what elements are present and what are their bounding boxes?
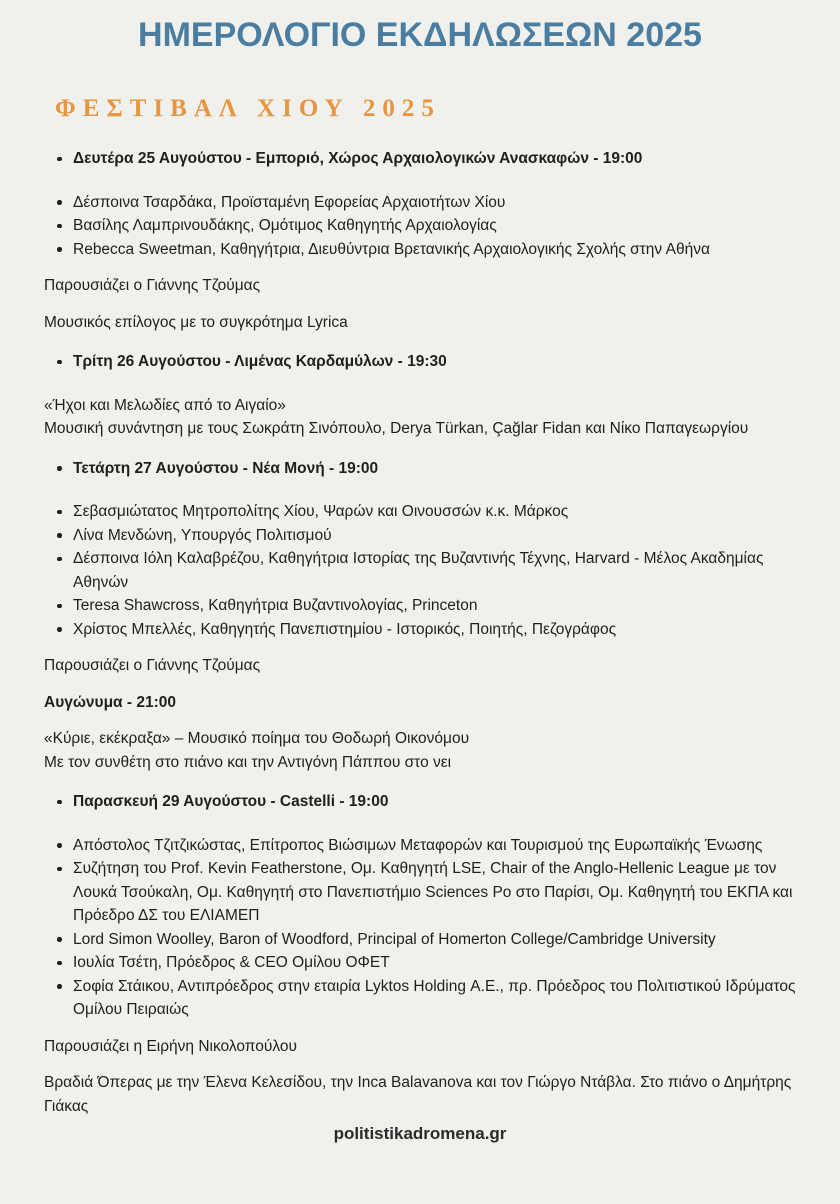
bullet-icon bbox=[57, 961, 62, 966]
speaker-item-label: Λίνα Μενδώνη, Υπουργός Πολιτισμού bbox=[73, 526, 332, 544]
paragraph-line: Παρουσιάζει η Ειρήνη Νικολοπούλου bbox=[44, 1037, 297, 1055]
paragraph bbox=[44, 394, 812, 441]
speaker-item-label: Lord Simon Woolley, Baron of Woodford, Principal of Homerton College/Cambridge University bbox=[73, 930, 716, 948]
event-heading bbox=[44, 457, 812, 481]
speaker-item bbox=[44, 214, 812, 238]
speaker-item-label: Δέσποινα Τσαρδάκα, Προϊσταμένη Εφορείας Αρχαιοτήτων Χίου bbox=[73, 193, 506, 211]
speaker-item bbox=[44, 238, 812, 262]
speaker-item bbox=[44, 857, 812, 928]
bullet-icon bbox=[57, 800, 62, 805]
speaker-item bbox=[44, 928, 812, 952]
bullet-icon bbox=[57, 604, 62, 609]
speaker-item-label: Απόστολος Τζιτζικώστας, Επίτροπος Βιώσιμων Μεταφορών και Τουρισμού της Ευρωπαϊκής Ένωσης bbox=[73, 836, 763, 854]
bullet-icon bbox=[57, 843, 62, 848]
speaker-item bbox=[44, 594, 812, 618]
bullet-icon bbox=[57, 157, 62, 162]
speaker-item bbox=[44, 975, 812, 1022]
paragraph-line: «Κύριε, εκέκραξα» – Μουσικό ποίημα του Θοδωρή Οικονόμου bbox=[44, 730, 470, 747]
paragraph-line: Βραδιά Όπερας με την Έλενα Κελεσίδου, την Inca Balavanova και τον Γιώργο Ντάβλα. Στο πιάνο ο Δημήτρης Γιάκας bbox=[44, 1074, 792, 1115]
speaker-item-label: Δέσποινα Ιόλη Καλαβρέζου, Καθηγήτρια Ιστορίας της Βυζαντινής Τέχνης, Harvard - Μέλος Ακαδημίας Αθηνών bbox=[73, 550, 764, 591]
bullet-icon bbox=[57, 984, 62, 989]
speaker-item bbox=[44, 547, 812, 594]
speaker-item bbox=[44, 618, 812, 642]
bullet-icon bbox=[57, 510, 62, 515]
paragraph-line: Μουσικός επίλογος με το συγκρότημα Lyrica bbox=[44, 313, 348, 331]
speaker-item bbox=[44, 524, 812, 548]
event-heading-label: Τετάρτη 27 Αυγούστου - Νέα Μονή - 19:00 bbox=[73, 459, 379, 477]
speaker-list bbox=[44, 191, 812, 262]
bullet-icon bbox=[57, 557, 62, 562]
paragraph-line: «Ήχοι και Μελωδίες από το Αιγαίο» bbox=[44, 396, 286, 414]
paragraph bbox=[44, 1071, 812, 1118]
event-heading-label: Τρίτη 26 Αυγούστου - Λιμένας Καρδαμύλων - 19:30 bbox=[73, 353, 447, 370]
event-heading-label: Δευτέρα 25 Αυγούστου - Εμποριό, Χώρος Αρχαιολογικών Ανασκαφών - 19:00 bbox=[73, 150, 643, 167]
speaker-item bbox=[44, 191, 812, 215]
bullet-icon bbox=[57, 360, 62, 365]
paragraph-line: Με τον συνθέτη στο πιάνο και την Αντιγόνη Πάππου στο νει bbox=[44, 753, 452, 771]
bullet-icon bbox=[57, 533, 62, 538]
paragraph-line: Παρουσιάζει ο Γιάννης Τζούμας bbox=[44, 657, 261, 674]
paragraph bbox=[44, 274, 812, 298]
speaker-item bbox=[44, 500, 812, 524]
event-heading bbox=[44, 147, 812, 171]
paragraph-line: Παρουσιάζει ο Γιάννης Τζούμας bbox=[44, 277, 261, 294]
bullet-icon bbox=[57, 867, 62, 872]
event-heading-label: Παρασκευή 29 Αυγούστου - Castelli - 19:00 bbox=[73, 793, 389, 810]
speaker-item bbox=[44, 951, 812, 975]
bullet-icon bbox=[57, 200, 62, 205]
paragraph bbox=[44, 654, 812, 678]
bullet-icon bbox=[57, 247, 62, 252]
bullet-icon bbox=[57, 627, 62, 632]
page-title: ΗΜΕΡΟΛΟΓΙΟ ΕΚΔΗΛΩΣΕΩΝ 2025 bbox=[138, 16, 702, 54]
speaker-item-label: Σεβασμιώτατος Μητροπολίτης Χίου, Ψαρών και Οινουσσών κ.κ. Μάρκος bbox=[73, 503, 569, 520]
content bbox=[44, 147, 812, 1118]
bullet-icon bbox=[57, 224, 62, 229]
event-heading bbox=[44, 790, 812, 814]
speaker-item bbox=[44, 834, 812, 858]
event-heading bbox=[44, 350, 812, 374]
speaker-list bbox=[44, 834, 812, 1022]
festival-title: ΦΕΣΤΙΒΑΛ ΧΙΟΥ 2025 bbox=[55, 95, 441, 122]
paragraph bbox=[44, 727, 812, 774]
paragraph bbox=[44, 691, 812, 715]
paragraph-line: Αυγώνυμα - 21:00 bbox=[44, 693, 176, 711]
bullet-icon bbox=[57, 466, 62, 471]
paragraph bbox=[44, 1035, 812, 1059]
speaker-list bbox=[44, 500, 812, 641]
footer-site-url: politistikadromena.gr bbox=[333, 1124, 507, 1143]
bullet-icon bbox=[57, 937, 62, 942]
event-calendar-page bbox=[0, 16, 840, 1204]
paragraph bbox=[44, 311, 812, 335]
speaker-item-label: Rebecca Sweetman, Καθηγήτρια, Διευθύντρια Βρετανικής Αρχαιολογικής Σχολής στην Αθήνα bbox=[73, 240, 710, 258]
speaker-item-label: Ιουλία Τσέτη, Πρόεδρος & CEO Ομίλου ΟΦΕΤ bbox=[73, 954, 390, 971]
speaker-item-label: Χρίστος Μπελλές, Καθηγητής Πανεπιστημίου - Ιστορικός, Ποιητής, Πεζογράφος bbox=[73, 620, 617, 638]
paragraph-line: Μουσική συνάντηση με τους Σωκράτη Σινόπουλο, Derya Türkan, Çağlar Fidan και Νίκο Παπαγεωργίου bbox=[44, 420, 749, 437]
speaker-item-label: Συζήτηση του Prof. Kevin Featherstone, Ομ. Καθηγητή LSE, Chair of the Anglo-Hellenic League με τον Λουκά Τσούκαλη, Ομ. Καθηγητή στο Πανεπιστήμιο Sciences Po στο Παρίσι, Ομ. Καθηγητή του ΕΚΠΑ και Πρόεδρο ΔΣ του ΕΛΙΑΜΕΠ bbox=[73, 860, 793, 924]
speaker-item-label: Βασίλης Λαμπρινουδάκης, Ομότιμος Καθηγητής Αρχαιολογίας bbox=[73, 217, 497, 234]
speaker-item-label: Teresa Shawcross, Καθηγήτρια Βυζαντινολογίας, Princeton bbox=[73, 597, 478, 614]
speaker-item-label: Σοφία Στάικου, Αντιπρόεδρος στην εταιρία Lyktos Holding Α.Ε., πρ. Πρόεδρος του Πολιτιστικού Ιδρύματος Ομίλου Πειραιώς bbox=[73, 977, 796, 1018]
